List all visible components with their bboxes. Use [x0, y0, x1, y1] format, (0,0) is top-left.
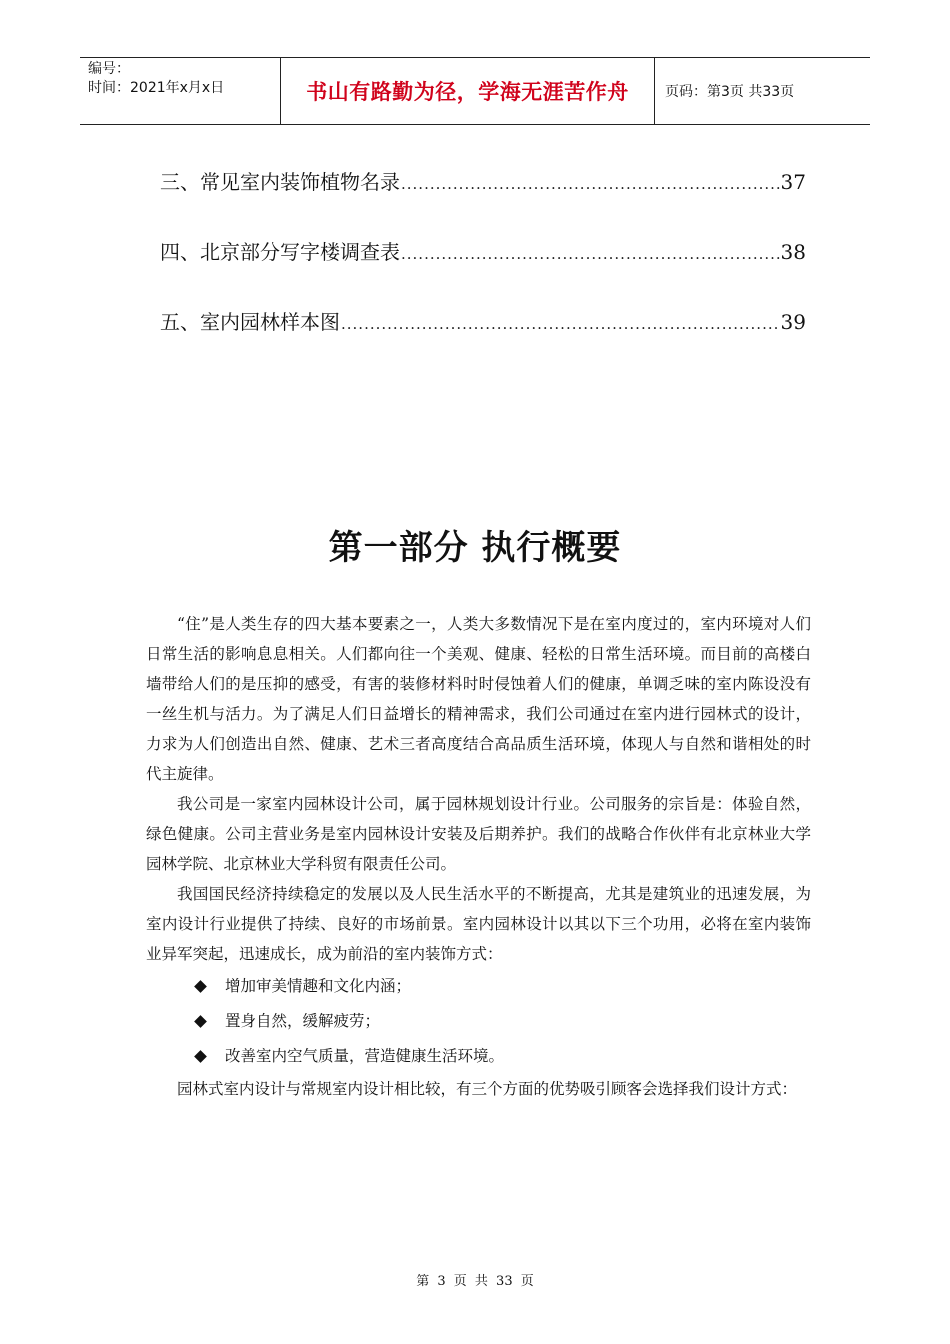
page-footer: 第 3 页 共 33 页: [416, 1274, 534, 1289]
document-number-label: 编号：: [88, 61, 130, 77]
header-motto-cell: [281, 58, 655, 124]
toc-entry[interactable]: [160, 236, 806, 265]
bullet-item: [196, 969, 811, 1004]
toc-leader-dots: [401, 245, 780, 263]
header-motto: 书山有路勤为径，学海无涯苦作舟: [306, 80, 629, 104]
toc-entry[interactable]: [160, 166, 806, 195]
toc-entry-label: 五、室内园林样本图: [160, 310, 340, 334]
toc-leader-dots: [401, 175, 780, 193]
bullet-item: [196, 1039, 811, 1074]
header-meta: [80, 58, 281, 124]
bullet-list: [146, 969, 811, 1074]
diamond-bullet-icon: [194, 1015, 207, 1028]
bullet-text: 增加审美情趣和文化内涵；: [225, 977, 412, 995]
document-time-label: 时间：2021年x月x日: [88, 80, 225, 96]
paragraph: 园林式室内设计与常规室内设计相比较，有三个方面的优势吸引顾客会选择我们设计方式：: [177, 1080, 798, 1098]
paragraph: 我国国民经济持续稳定的发展以及人民生活水平的不断提高，尤其是建筑业的迅速发展，为室内设计行业提供了持续、良好的市场前景。室内园林设计以其以下三个功用，必将在室内装饰业异军突起，迅速成长，成为前沿的室内装饰方式：: [146, 885, 811, 963]
body-text: [146, 609, 811, 1104]
bullet-text: 置身自然，缓解疲劳；: [225, 1012, 381, 1030]
toc-entry-page: 39: [780, 310, 806, 334]
header-page-info: 页码：第3页 共33页: [665, 84, 795, 100]
section-title: 第一部分 执行概要: [328, 528, 622, 568]
diamond-bullet-icon: [194, 1050, 207, 1063]
toc-entry-page: 37: [780, 170, 806, 194]
toc-entry[interactable]: [160, 306, 806, 335]
bullet-text: 改善室内空气质量，营造健康生活环境。: [225, 1047, 505, 1065]
diamond-bullet-icon: [194, 980, 207, 993]
page-header: [80, 57, 870, 125]
paragraph: 我公司是一家室内园林设计公司，属于园林规划设计行业。公司服务的宗旨是：体验自然，绿色健康。公司主营业务是室内园林设计安装及后期养护。我们的战略合作伙伴有北京林业大学园林学院、北京林业大学科贸有限责任公司。: [146, 795, 811, 873]
paragraph: “住”是人类生存的四大基本要素之一，人类大多数情况下是在室内度过的，室内环境对人们日常生活的影响息息相关。人们都向往一个美观、健康、轻松的日常生活环境。而目前的高楼白墙带给人们的是压抑的感受，有害的装修材料时时侵蚀着人们的健康，单调乏味的室内陈设没有一丝生机与活力。为了满足人们日益增长的精神需求，我们公司通过在室内进行园林式的设计，力求为人们创造出自然、健康、艺术三者高度结合高品质生活环境，体现人与自然和谐相处的时代主旋律。: [146, 615, 811, 783]
bullet-item: [196, 1004, 811, 1039]
toc-entry-label: 四、北京部分写字楼调查表: [160, 240, 400, 264]
toc-entry-page: 38: [780, 240, 806, 264]
toc-entry-label: 三、常见室内装饰植物名录: [160, 170, 400, 194]
toc-leader-dots: [341, 315, 780, 333]
